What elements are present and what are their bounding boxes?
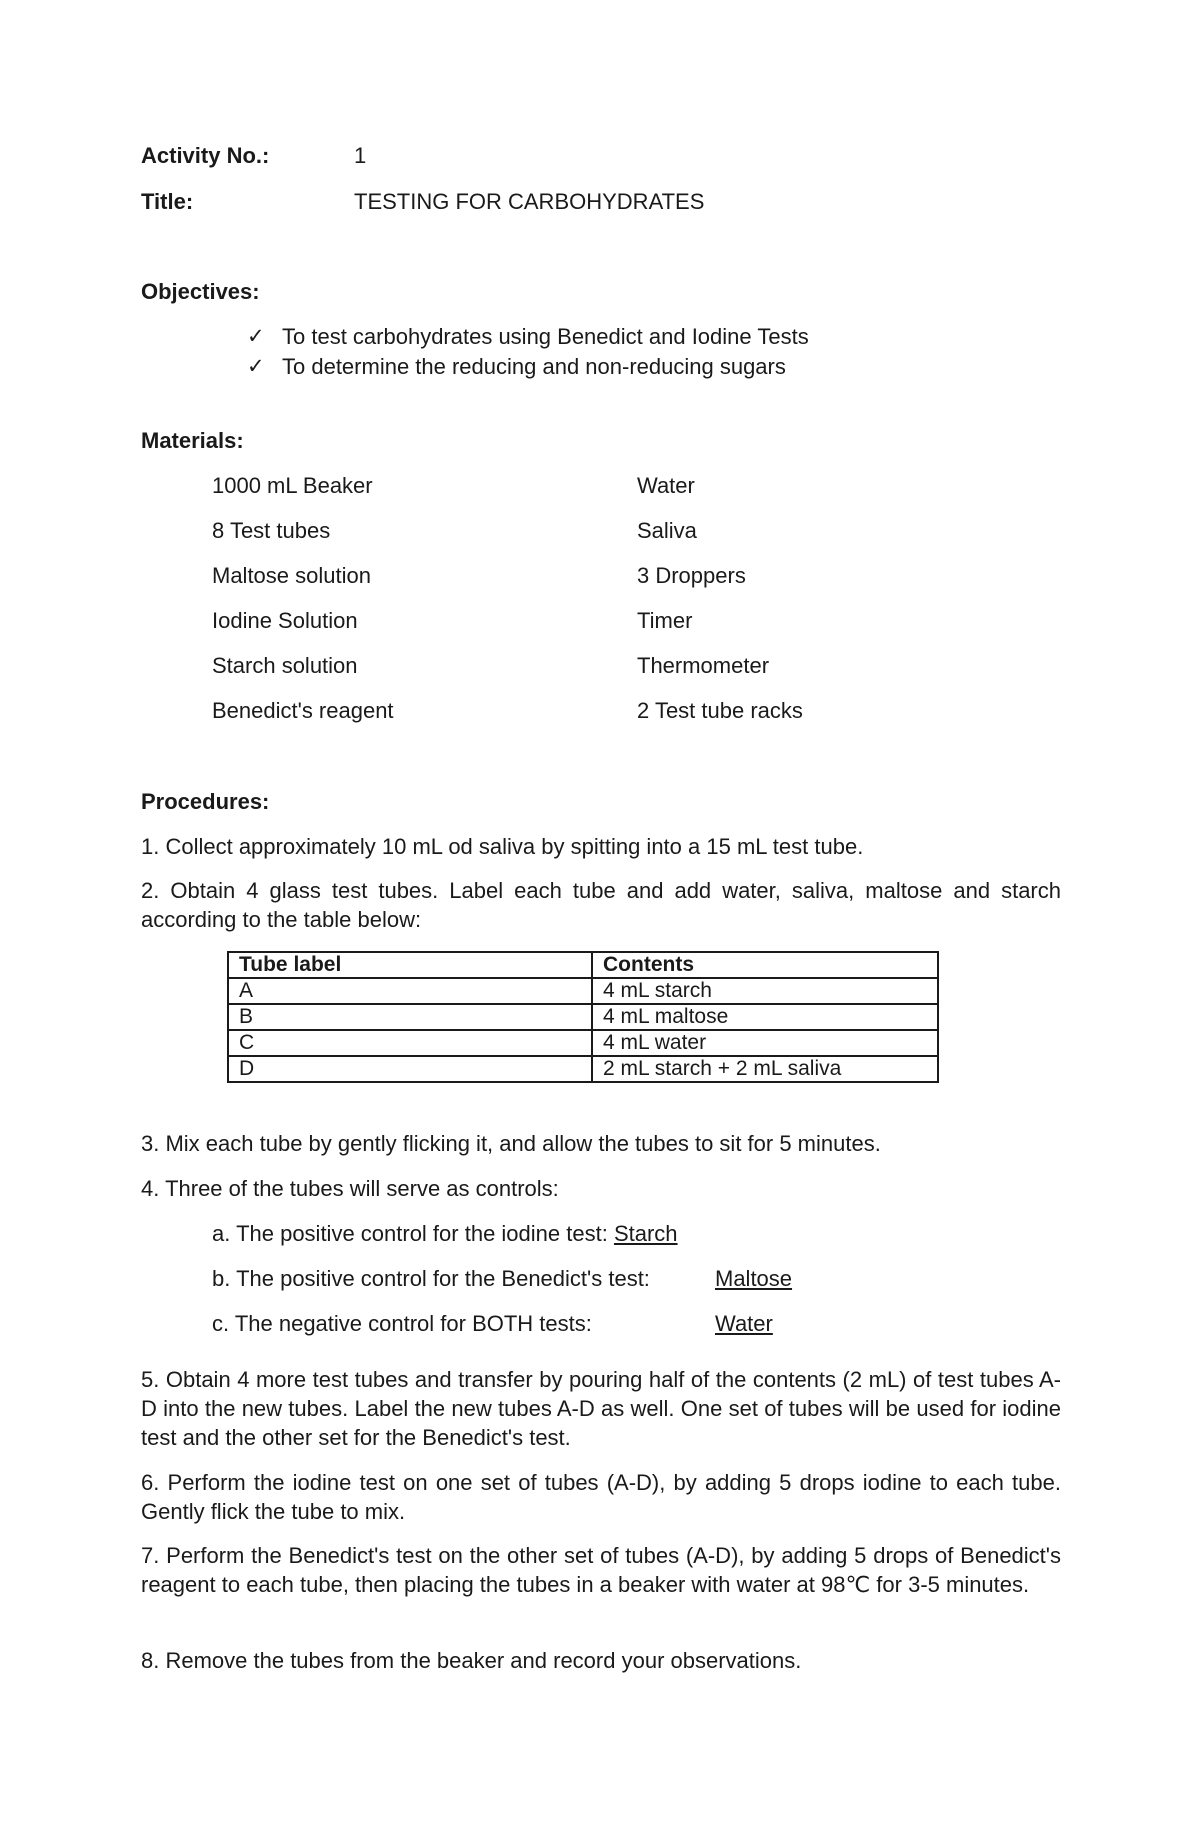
material-item: Saliva [637,518,697,543]
control-text: b. The positive control for the Benedict's test: [212,1266,650,1291]
activity-label: Activity No.: [141,143,270,168]
table-cell: B [228,1004,592,1030]
material-item: Maltose solution [212,563,371,588]
control-text: c. The negative control for BOTH tests: [212,1311,592,1336]
control-answer: Starch [613,1221,678,1246]
material-item: 2 Test tube racks [637,698,803,723]
procedures-heading: Procedures: [141,789,270,814]
checkmark-icon: ✓ [247,354,265,378]
title-value: TESTING FOR CARBOHYDRATES [354,189,705,214]
table-cell: 2 mL starch + 2 mL saliva [592,1056,938,1082]
activity-value: 1 [354,143,367,168]
table-header-tube-label: Tube label [228,952,592,978]
table-cell: 4 mL starch [592,978,938,1004]
table-row [228,1056,938,1082]
objective-item: To test carbohydrates using Benedict and Iodine Tests [282,324,809,349]
procedure-step-7: 7. Perform the Benedict's test on the other set of tubes (A-D), by adding 5 drops of Benedict's reagent to each tube, then placing the tubes in a beaker with water at 98℃ for 3-5 minutes. [141,1543,1061,1597]
table-cell: D [228,1056,592,1082]
table-cell: A [228,978,592,1004]
material-item: 8 Test tubes [212,518,331,543]
tube-contents-table [227,951,939,1083]
material-item: 1000 mL Beaker [212,473,373,498]
procedure-step-3: 3. Mix each tube by gently flicking it, and allow the tubes to sit for 5 minutes. [141,1131,881,1156]
control-text: a. The positive control for the iodine test: [212,1221,608,1246]
materials-heading: Materials: [141,428,244,453]
material-item: Thermometer [637,653,770,678]
procedure-step-8: 8. Remove the tubes from the beaker and record your observations. [141,1648,802,1673]
table-row [228,1030,938,1056]
table-header-row [228,952,938,978]
control-answer: Water [715,1311,773,1336]
material-item: Water [637,473,695,498]
procedure-step-5: 5. Obtain 4 more test tubes and transfer by pouring half of the contents (2 mL) of test tubes A-D into the new tubes. Label the new tubes A-D as well. One set of tubes will be used for iodine test and the other set for the Benedict's test. [141,1367,1061,1450]
objectives-heading: Objectives: [141,279,260,304]
material-item: 3 Droppers [637,563,746,588]
material-item: Iodine Solution [212,608,358,633]
procedure-step-2: 2. Obtain 4 glass test tubes. Label each tube and add water, saliva, maltose and starch according to the table below: [141,878,1061,932]
checkmark-icon: ✓ [247,324,265,348]
title-label: Title: [141,189,194,214]
material-item: Timer [637,608,693,633]
procedure-step-1: 1. Collect approximately 10 mL od saliva by spitting into a 15 mL test tube. [141,834,864,859]
procedure-step-4: 4. Three of the tubes will serve as controls: [141,1176,559,1201]
table-header-contents: Contents [592,952,938,978]
table-row [228,978,938,1004]
table-cell: 4 mL water [592,1030,938,1056]
procedure-step-6: 6. Perform the iodine test on one set of tubes (A-D), by adding 5 drops iodine to each tube. Gently flick the tube to mix. [141,1470,1061,1524]
table-cell: C [228,1030,592,1056]
objective-item: To determine the reducing and non-reducing sugars [282,354,786,379]
table-row [228,1004,938,1030]
control-item [212,1221,678,1247]
table-cell: 4 mL maltose [592,1004,938,1030]
material-item: Starch solution [212,653,358,678]
control-answer: Maltose [715,1266,793,1291]
material-item: Benedict's reagent [212,698,394,723]
